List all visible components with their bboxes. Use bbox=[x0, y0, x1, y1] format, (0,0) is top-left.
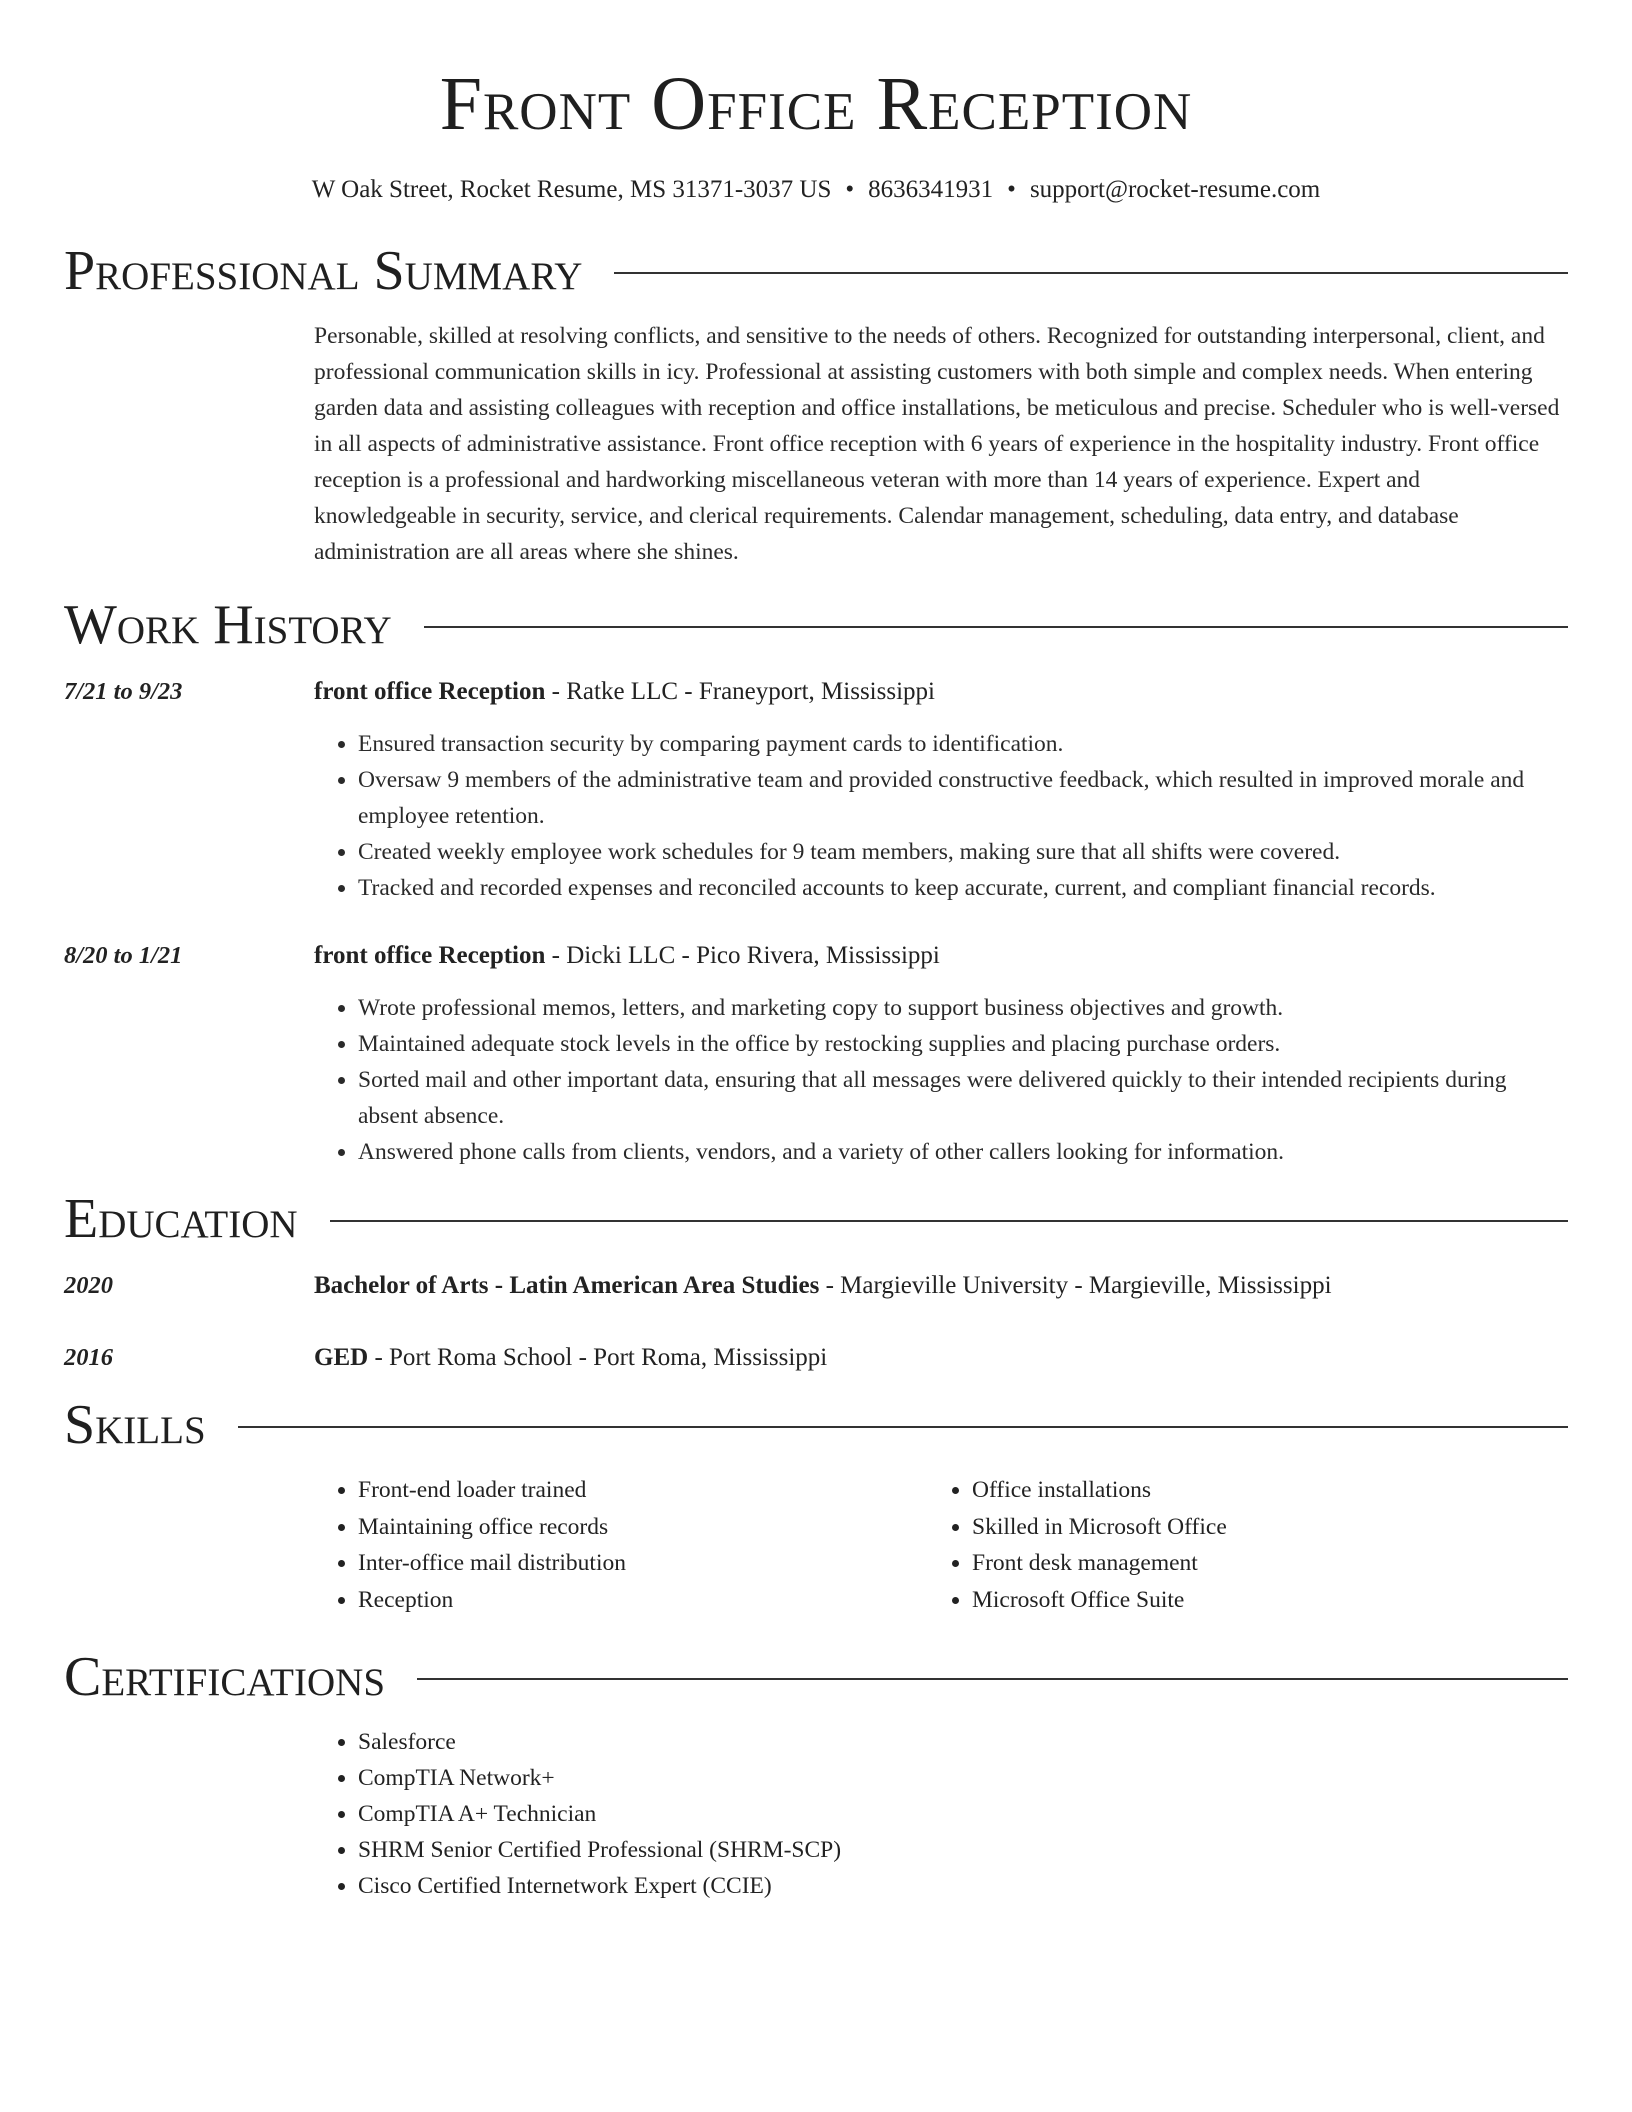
contact-separator: • bbox=[1007, 176, 1016, 203]
work-history-section bbox=[64, 590, 1568, 1170]
job-bullets bbox=[314, 726, 1568, 906]
education-details: - Port Roma School - Port Roma, Mississippi bbox=[368, 1344, 828, 1371]
job-body bbox=[314, 938, 1568, 1170]
certifications-list bbox=[314, 1724, 1568, 1904]
job-bullets bbox=[314, 990, 1568, 1170]
section-heading bbox=[64, 1184, 1568, 1254]
contact-phone: 8636341931 bbox=[868, 176, 994, 203]
job-dates: 8/20 to 1/21 bbox=[64, 942, 183, 969]
skill-item: • Front-end loader trained bbox=[358, 1472, 928, 1509]
job-heading bbox=[314, 674, 1568, 710]
contact-email: support@rocket-resume.com bbox=[1029, 176, 1321, 203]
candidate-name: Front Office Reception bbox=[439, 62, 1193, 146]
skills-title: Skills bbox=[64, 1394, 206, 1456]
skill-item: • Inter-office mail distribution bbox=[358, 1545, 928, 1582]
skills-list-right bbox=[928, 1472, 1542, 1618]
skill-item: • Maintaining office records bbox=[358, 1509, 928, 1546]
job-bullet: • Answered phone calls from clients, vendors, and a variety of other callers looking for information. bbox=[358, 1134, 1568, 1170]
certifications-list-wrap bbox=[314, 1724, 1568, 1904]
section-rule bbox=[417, 1678, 1568, 1680]
job-bullet: • Maintained adequate stock levels in the office by restocking supplies and placing purchase orders. bbox=[358, 1026, 1568, 1062]
education-heading bbox=[314, 1340, 1568, 1376]
education-year: 2016 bbox=[64, 1344, 113, 1371]
job-bullet: • Tracked and recorded expenses and reconciled accounts to keep accurate, current, and compliant financial records. bbox=[358, 870, 1568, 906]
education-entry bbox=[64, 1340, 1568, 1376]
job-bullet: • Oversaw 9 members of the administrative team and provided constructive feedback, which resulted in improved morale and employee retention. bbox=[358, 762, 1568, 834]
skill-item: • Front desk management bbox=[972, 1545, 1542, 1582]
education-title: Education bbox=[64, 1188, 298, 1250]
contact-line bbox=[64, 174, 1568, 206]
skill-item: • Skilled in Microsoft Office bbox=[972, 1509, 1542, 1546]
education-entry bbox=[64, 1268, 1568, 1304]
skill-item: • Office installations bbox=[972, 1472, 1542, 1509]
job-details: - Ratke LLC - Franeyport, Mississippi bbox=[545, 678, 935, 705]
certifications-title: Certifications bbox=[64, 1646, 386, 1708]
skills-list-left bbox=[314, 1472, 928, 1618]
resume-header bbox=[64, 0, 1568, 206]
skills-section bbox=[64, 1390, 1568, 1618]
section-heading bbox=[64, 1390, 1568, 1460]
section-rule bbox=[614, 272, 1568, 274]
summary-title: Professional Summary bbox=[64, 240, 583, 302]
certification-item: • Salesforce bbox=[358, 1724, 1568, 1760]
job-role: front office Reception bbox=[314, 942, 546, 969]
job-bullet: • Ensured transaction security by comparing payment cards to identification. bbox=[358, 726, 1568, 762]
job-bullet: • Wrote professional memos, letters, and marketing copy to support business objectives and growth. bbox=[358, 990, 1568, 1026]
skill-item: • Reception bbox=[358, 1582, 928, 1619]
section-heading bbox=[64, 1642, 1568, 1712]
education-section bbox=[64, 1184, 1568, 1376]
section-heading bbox=[64, 590, 1568, 660]
education-degree: Bachelor of Arts - Latin American Area Studies bbox=[314, 1272, 820, 1299]
job-role: front office Reception bbox=[314, 678, 546, 705]
job-body bbox=[314, 674, 1568, 906]
section-rule bbox=[238, 1426, 1568, 1428]
job-details: - Dicki LLC - Pico Rivera, Mississippi bbox=[545, 942, 940, 969]
certification-item: • CompTIA Network+ bbox=[358, 1760, 1568, 1796]
summary-text: Personable, skilled at resolving conflicts, and sensitive to the needs of others. Recognized for outstanding interpersonal, client, and professional communication skills in icy. Professional at assisting customers with both simple and complex needs. When entering garden data and assisting colleagues with reception and office installations, be meticulous and precise. Scheduler who is well-versed in all aspects of administrative assistance. Front office reception with 6 years of experience in the hospitality industry. Front office reception is a professional and hardworking miscellaneous veteran with more than 14 years of experience. Expert and knowledgeable in security, service, and clerical requirements. Calendar management, scheduling, data entry, and database administration are all areas where she shines. bbox=[314, 323, 1560, 565]
job-dates: 7/21 to 9/23 bbox=[64, 678, 183, 705]
contact-separator: • bbox=[845, 176, 855, 203]
job-entry bbox=[64, 674, 1568, 906]
skills-columns bbox=[314, 1472, 1568, 1618]
job-bullet: • Sorted mail and other important data, ensuring that all messages were delivered quickly to their intended recipients during absent absence. bbox=[358, 1062, 1568, 1134]
contact-address: W Oak Street, Rocket Resume, MS 31371-3037 US bbox=[311, 176, 832, 203]
education-heading bbox=[314, 1268, 1568, 1304]
job-entry bbox=[64, 938, 1568, 1170]
education-details: - Margieville University - Margieville, Mississippi bbox=[819, 1272, 1332, 1299]
job-heading bbox=[314, 938, 1568, 974]
education-degree: GED bbox=[314, 1344, 369, 1371]
section-rule bbox=[424, 626, 1568, 628]
job-bullet: • Created weekly employee work schedules for 9 team members, making sure that all shifts were covered. bbox=[358, 834, 1568, 870]
skill-item: • Microsoft Office Suite bbox=[972, 1582, 1542, 1619]
certification-item: • SHRM Senior Certified Professional (SHRM-SCP) bbox=[358, 1832, 1568, 1868]
summary-section bbox=[64, 236, 1568, 570]
certification-item: • Cisco Certified Internetwork Expert (CCIE) bbox=[358, 1868, 1568, 1904]
certifications-section bbox=[64, 1642, 1568, 1904]
section-rule bbox=[330, 1220, 1568, 1222]
education-year: 2020 bbox=[64, 1272, 113, 1299]
work-history-title: Work History bbox=[64, 594, 392, 656]
certification-item: • CompTIA A+ Technician bbox=[358, 1796, 1568, 1832]
section-heading bbox=[64, 236, 1568, 306]
